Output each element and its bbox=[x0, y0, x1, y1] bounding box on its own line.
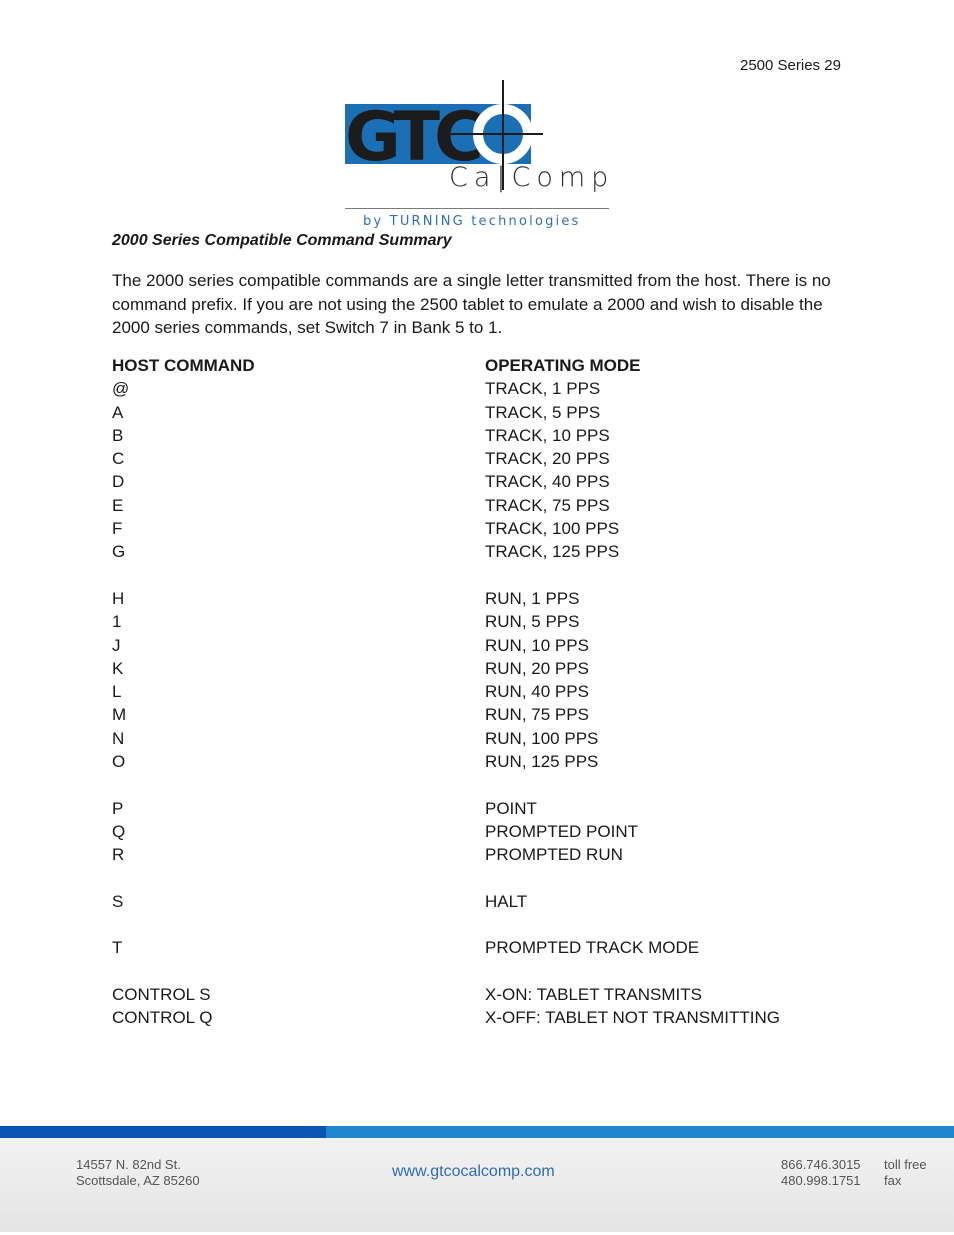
table-row bbox=[112, 680, 780, 703]
host-command-cell: Q bbox=[112, 821, 126, 841]
operating-mode-cell: TRACK, 20 PPS bbox=[485, 449, 610, 469]
footer-address bbox=[76, 1157, 200, 1189]
host-command-cell: K bbox=[112, 658, 124, 678]
column-header-operating-mode: OPERATING MODE bbox=[485, 356, 641, 375]
table-row bbox=[112, 750, 780, 773]
host-command-cell: J bbox=[112, 635, 121, 655]
host-command-cell: L bbox=[112, 682, 122, 702]
table-row bbox=[112, 424, 780, 447]
table-row bbox=[112, 890, 780, 913]
operating-mode-cell: PROMPTED POINT bbox=[485, 821, 639, 841]
table-row bbox=[112, 983, 780, 1006]
table-row bbox=[112, 401, 780, 424]
logo-calcomp-text: Ca|Comp bbox=[449, 162, 615, 193]
operating-mode-cell: TRACK, 10 PPS bbox=[485, 425, 610, 445]
footer-phone-labels bbox=[884, 1157, 927, 1189]
table-row bbox=[112, 703, 780, 726]
operating-mode-cell: X-OFF: TABLET NOT TRANSMITTING bbox=[485, 1008, 781, 1028]
host-command-cell: 1 bbox=[112, 612, 122, 632]
host-command-cell: C bbox=[112, 449, 125, 469]
host-command-cell: N bbox=[112, 728, 125, 748]
table-spacer-row bbox=[112, 773, 780, 796]
operating-mode-cell: TRACK, 40 PPS bbox=[485, 472, 610, 492]
footer-band-light bbox=[326, 1126, 954, 1138]
operating-mode-cell: PROMPTED RUN bbox=[485, 845, 623, 865]
operating-mode-cell: RUN, 5 PPS bbox=[485, 612, 580, 632]
table-row bbox=[112, 470, 780, 493]
host-command-cell: CONTROL S bbox=[112, 985, 211, 1005]
host-command-cell: H bbox=[112, 588, 125, 608]
operating-mode-cell: RUN, 100 PPS bbox=[485, 728, 599, 748]
operating-mode-cell: RUN, 75 PPS bbox=[485, 705, 589, 725]
host-command-cell: S bbox=[112, 891, 124, 911]
table-row bbox=[112, 540, 780, 563]
host-command-cell: M bbox=[112, 705, 127, 725]
operating-mode-cell: TRACK, 75 PPS bbox=[485, 495, 610, 515]
table-row bbox=[112, 727, 780, 750]
table-row bbox=[112, 657, 780, 680]
host-command-cell: T bbox=[112, 938, 123, 958]
host-command-cell: D bbox=[112, 472, 125, 492]
column-header-host-command: HOST COMMAND bbox=[112, 356, 255, 375]
host-command-cell: G bbox=[112, 542, 126, 562]
operating-mode-cell: TRACK, 5 PPS bbox=[485, 402, 601, 422]
host-command-cell: E bbox=[112, 495, 124, 515]
host-command-cell: F bbox=[112, 519, 123, 539]
operating-mode-cell: TRACK, 125 PPS bbox=[485, 542, 620, 562]
operating-mode-cell: RUN, 125 PPS bbox=[485, 752, 599, 772]
operating-mode-cell: RUN, 40 PPS bbox=[485, 682, 589, 702]
operating-mode-cell: X-ON: TABLET TRANSMITS bbox=[485, 985, 702, 1005]
page-number-header: 2500 Series 29 bbox=[740, 57, 841, 74]
table-row bbox=[112, 797, 780, 820]
operating-mode-cell: RUN, 10 PPS bbox=[485, 635, 589, 655]
operating-mode-cell: HALT bbox=[485, 891, 528, 911]
footer-address-street: 14557 N. 82nd St. bbox=[76, 1157, 181, 1172]
table-row bbox=[112, 936, 780, 959]
table-row bbox=[112, 820, 780, 843]
operating-mode-cell: RUN, 20 PPS bbox=[485, 658, 589, 678]
footer-label-tollfree: toll free bbox=[884, 1157, 927, 1172]
section-title: 2000 Series Compatible Command Summary bbox=[112, 232, 452, 249]
footer-website-link[interactable]: www.gtcocalcomp.com bbox=[392, 1163, 555, 1180]
table-row bbox=[112, 610, 780, 633]
host-command-cell: P bbox=[112, 798, 124, 818]
table-row bbox=[112, 587, 780, 610]
footer-phone-fax: 480.998.1751 bbox=[781, 1173, 861, 1188]
footer-phone-numbers bbox=[781, 1157, 861, 1189]
operating-mode-cell: TRACK, 1 PPS bbox=[485, 379, 601, 399]
operating-mode-cell: PROMPTED TRACK MODE bbox=[485, 938, 700, 958]
table-spacer-row bbox=[112, 867, 780, 890]
footer-address-city: Scottsdale, AZ 85260 bbox=[76, 1173, 200, 1188]
operating-mode-cell: TRACK, 100 PPS bbox=[485, 519, 620, 539]
host-command-cell: R bbox=[112, 845, 125, 865]
table-row bbox=[112, 843, 780, 866]
table-spacer-row bbox=[112, 564, 780, 587]
command-table bbox=[112, 354, 780, 1030]
host-command-cell: O bbox=[112, 752, 126, 772]
table-spacer-row bbox=[112, 913, 780, 936]
host-command-cell: B bbox=[112, 425, 124, 445]
table-row bbox=[112, 377, 780, 400]
footer-band-dark bbox=[0, 1126, 326, 1138]
operating-mode-cell: RUN, 1 PPS bbox=[485, 588, 580, 608]
operating-mode-cell: POINT bbox=[485, 798, 537, 818]
footer-phone-tollfree: 866.746.3015 bbox=[781, 1157, 861, 1172]
logo-divider bbox=[345, 208, 609, 209]
intro-paragraph: The 2000 series compatible commands are a single letter transmitted from the host. There is no command prefix. If you are not using the 2500 tablet to emulate a 2000 and wish to disable the 2000 series commands, set Switch 7 in Bank 5 to 1. bbox=[112, 271, 831, 337]
table-header-row bbox=[112, 354, 780, 377]
gtco-calcomp-logo bbox=[343, 78, 613, 230]
table-row bbox=[112, 1006, 780, 1029]
host-command-cell: A bbox=[112, 402, 124, 422]
svg-text:GTC: GTC bbox=[345, 98, 478, 177]
table-row bbox=[112, 517, 780, 540]
table-row bbox=[112, 494, 780, 517]
table-spacer-row bbox=[112, 960, 780, 983]
table-row bbox=[112, 634, 780, 657]
logo-tagline: by TURNING technologies bbox=[363, 214, 581, 229]
host-command-cell: CONTROL Q bbox=[112, 1008, 213, 1028]
footer-label-fax: fax bbox=[884, 1173, 902, 1188]
table-row bbox=[112, 447, 780, 470]
host-command-cell: @ bbox=[112, 379, 130, 399]
